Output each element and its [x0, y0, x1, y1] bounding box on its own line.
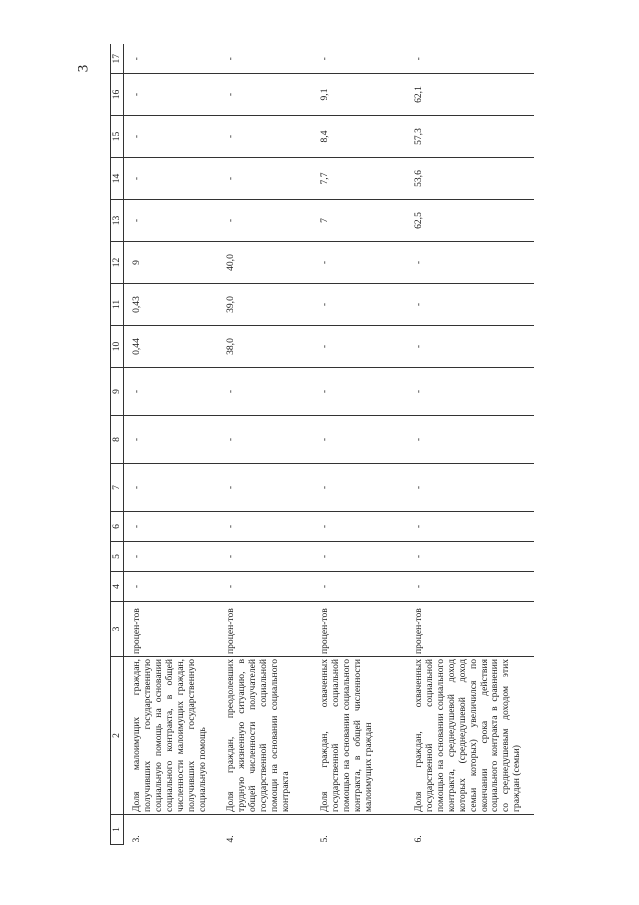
table-row: [312, 45, 406, 845]
unit-cell: процен-тов: [124, 602, 219, 657]
value-cell: 39,0: [218, 284, 312, 326]
value-cell: -: [218, 45, 312, 74]
col-header-7: 7: [111, 464, 124, 512]
value-cell: -: [312, 542, 406, 572]
value-cell: -: [124, 116, 219, 158]
col-header-8: 8: [111, 416, 124, 464]
value-cell: -: [406, 368, 534, 416]
col-header-16: 16: [111, 74, 124, 116]
row-number: 3.: [131, 835, 142, 843]
indicator-name: Доля граждан, охваченных государственной социальной помощью на основании социального контракта, в общей численности малоимущих граждан: [312, 657, 406, 815]
value-cell: 0,44: [124, 326, 219, 368]
value-cell: -: [312, 368, 406, 416]
col-header-13: 13: [111, 200, 124, 242]
col-header-10: 10: [111, 326, 124, 368]
value-cell: -: [312, 572, 406, 602]
value-cell: 40,0: [218, 242, 312, 284]
value-cell: -: [218, 74, 312, 116]
col-header-17: 17: [111, 45, 124, 74]
col-header-9: 9: [111, 368, 124, 416]
value-cell: -: [218, 416, 312, 464]
value-cell: -: [124, 45, 219, 74]
value-cell: -: [406, 284, 534, 326]
row-number: 5.: [319, 835, 330, 843]
table-row: [218, 45, 312, 845]
col-header-2: 2: [111, 657, 124, 815]
value-cell: 38,0: [218, 326, 312, 368]
value-cell: 53,6: [406, 158, 534, 200]
value-cell: -: [312, 416, 406, 464]
rotated-table-container: [110, 45, 523, 845]
indicator-name: Доля граждан, охваченных государственной социальной помощью на основании социального контракта, среднедушевой доход которых (среднедушевой доход семьи которых) увеличился по окончании срока действия социального контракта в сравнении со среднедушевым доходом этих граждан (семьи): [406, 657, 534, 815]
value-cell: -: [218, 464, 312, 512]
value-cell: -: [218, 200, 312, 242]
value-cell: -: [218, 512, 312, 542]
value-cell: -: [406, 416, 534, 464]
value-cell: -: [124, 368, 219, 416]
col-header-14: 14: [111, 158, 124, 200]
value-cell: -: [218, 572, 312, 602]
value-cell: 7,7: [312, 158, 406, 200]
indicators-table: [110, 45, 534, 846]
value-cell: -: [218, 158, 312, 200]
col-header-4: 4: [111, 572, 124, 602]
value-cell: 57,3: [406, 116, 534, 158]
value-cell: -: [406, 45, 534, 74]
value-cell: 9,1: [312, 74, 406, 116]
value-cell: 8,4: [312, 116, 406, 158]
unit-cell: процен-тов: [406, 602, 534, 657]
value-cell: -: [312, 242, 406, 284]
value-cell: -: [124, 542, 219, 572]
unit-cell: процен-тов: [312, 602, 406, 657]
col-header-1: 1: [111, 815, 124, 845]
value-cell: -: [124, 200, 219, 242]
value-cell: 62,1: [406, 74, 534, 116]
table-row: [406, 45, 534, 845]
indicator-name: Доля граждан, преодолевших трудную жизненную ситуацию, в общей численности получателей государственной социальной помощи на основании социального контракта: [218, 657, 312, 815]
value-cell: -: [406, 512, 534, 542]
value-cell: 0,43: [124, 284, 219, 326]
value-cell: -: [406, 326, 534, 368]
value-cell: -: [406, 242, 534, 284]
value-cell: -: [124, 158, 219, 200]
value-cell: -: [406, 542, 534, 572]
page-number: 3: [75, 64, 92, 73]
value-cell: -: [124, 74, 219, 116]
unit-cell: процен-тов: [218, 602, 312, 657]
header-row: [111, 45, 124, 845]
col-header-6: 6: [111, 512, 124, 542]
value-cell: -: [312, 464, 406, 512]
value-cell: -: [312, 512, 406, 542]
indicator-name: Доля малоимущих граждан, получивших государственную социальную помощь на основании социального контракта, в общей численности малоимущих граждан, получивших государственную социальную помощь: [124, 657, 219, 815]
value-cell: -: [124, 464, 219, 512]
col-header-11: 11: [111, 284, 124, 326]
col-header-15: 15: [111, 116, 124, 158]
table-row: [124, 45, 219, 845]
value-cell: -: [218, 116, 312, 158]
value-cell: 9: [124, 242, 219, 284]
value-cell: -: [218, 542, 312, 572]
col-header-3: 3: [111, 602, 124, 657]
col-header-5: 5: [111, 542, 124, 572]
value-cell: -: [406, 572, 534, 602]
value-cell: -: [124, 416, 219, 464]
row-number: 6.: [413, 835, 424, 843]
value-cell: -: [312, 45, 406, 74]
value-cell: -: [218, 368, 312, 416]
value-cell: -: [124, 572, 219, 602]
value-cell: 7: [312, 200, 406, 242]
value-cell: -: [312, 284, 406, 326]
value-cell: 62,5: [406, 200, 534, 242]
value-cell: -: [406, 464, 534, 512]
col-header-12: 12: [111, 242, 124, 284]
value-cell: -: [124, 512, 219, 542]
row-number: 4.: [225, 835, 236, 843]
value-cell: -: [312, 326, 406, 368]
